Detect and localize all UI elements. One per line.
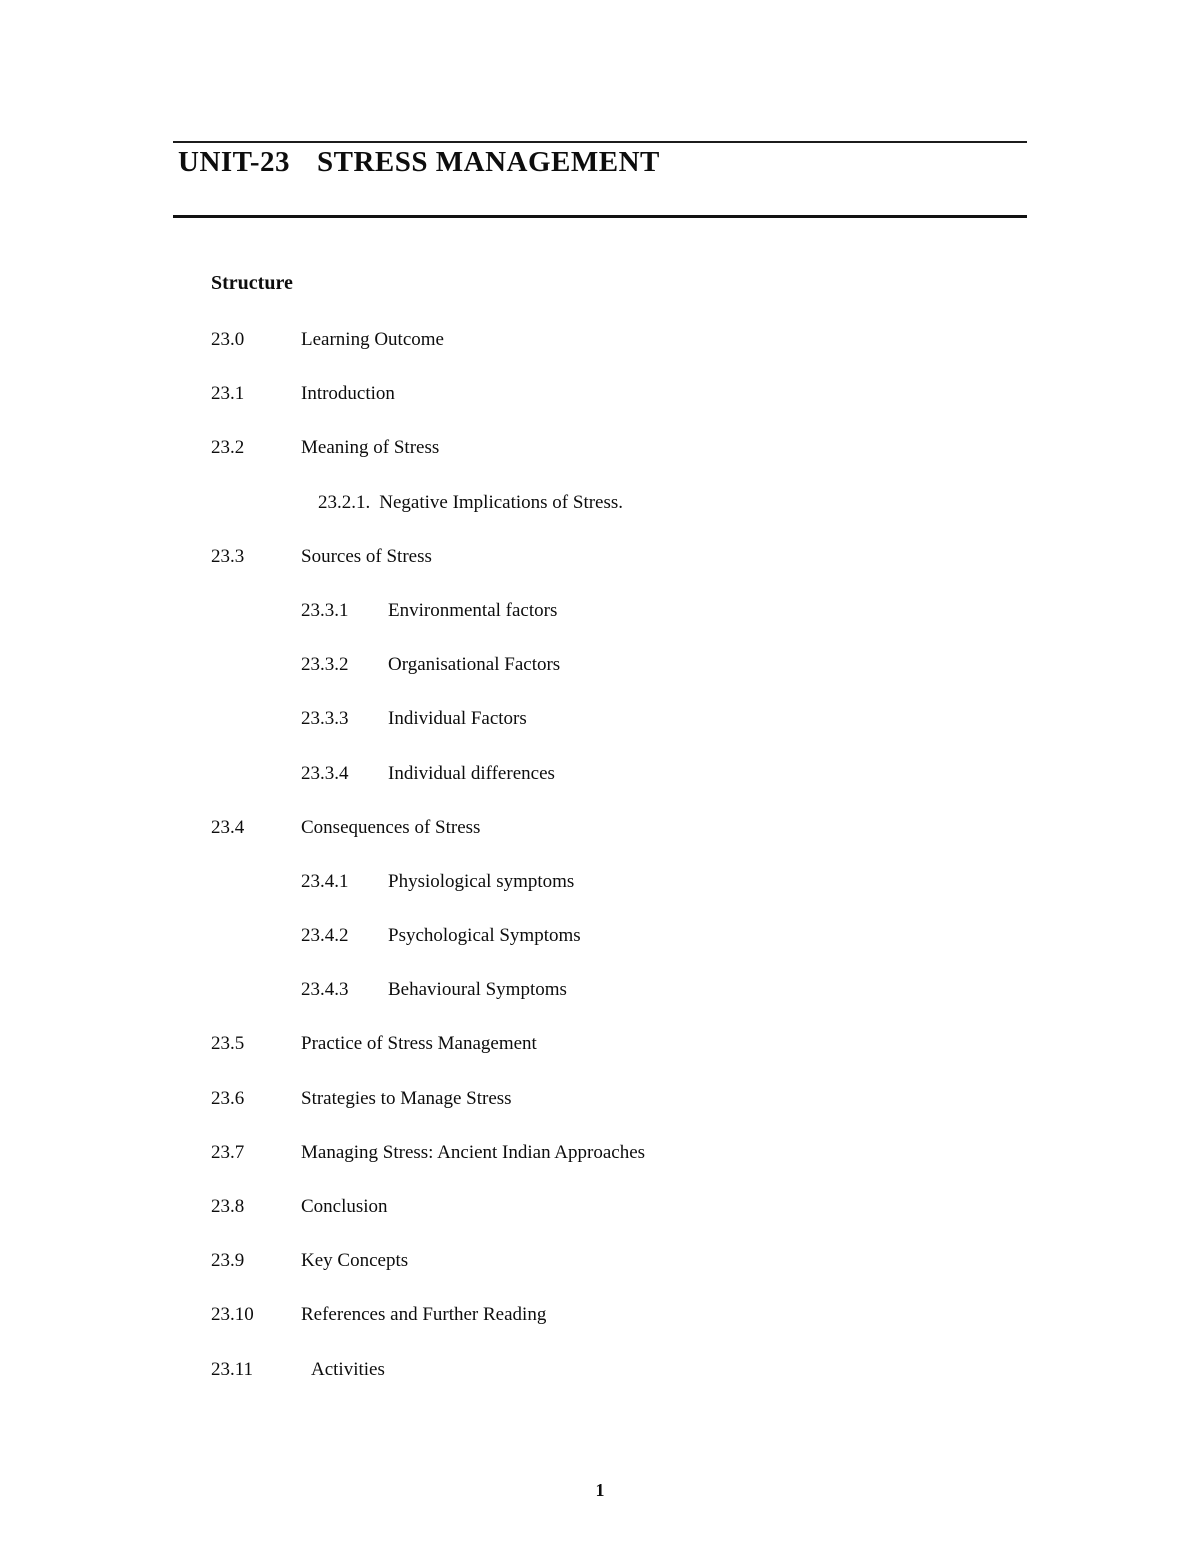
toc-item-label: References and Further Reading [301,1304,547,1326]
toc-item-label: Learning Outcome [301,329,444,350]
toc-item-label: Managing Stress: Ancient Indian Approaches [301,1141,646,1163]
toc-item-number: 23.4.2 [301,925,349,947]
toc-item [211,1141,1031,1195]
toc-item [211,1032,1031,1086]
toc-item-number: 23.8 [211,1196,245,1217]
toc-item [211,1358,1031,1412]
toc-item [211,1195,1031,1249]
toc-item-number: 23.1 [211,383,245,405]
toc-item-number: 23.3 [211,545,245,567]
unit-title-text: STRESS MANAGEMENT [317,146,660,178]
toc-item-number: 23.2.1. [318,491,371,513]
toc-item-label: Behavioural Symptoms [388,979,567,1001]
toc-item [211,870,1031,924]
toc-item-label: Key Concepts [301,1250,409,1272]
toc-item-number: 23.4 [211,816,245,838]
toc-item-number: 23.10 [211,1304,254,1326]
toc-item [211,1303,1031,1357]
toc-item [211,491,1031,545]
toc-item-number: 23.5 [211,1033,245,1055]
toc-item-label: Meaning of Stress [301,437,440,459]
toc-item-number: 23.0 [211,329,245,350]
toc-item-label: Practice of Stress Management [301,1033,537,1055]
toc-item-number: 23.4.1 [301,870,349,892]
toc-item-label: Individual Factors [388,708,527,730]
toc-item-number: 23.3.3 [301,708,349,730]
toc-item [211,1249,1031,1303]
toc-item-label: Sources of Stress [301,545,432,567]
toc-item [211,816,1031,870]
page-title [178,146,660,179]
toc-item-number: 23.3.2 [301,654,349,676]
toc-item-number: 23.4.3 [301,979,349,1001]
structure-heading: Structure [211,272,293,294]
toc-item-number: 23.6 [211,1087,245,1109]
toc-item-number: 23.9 [211,1250,245,1272]
toc-item-label: Individual differences [388,762,555,784]
toc-item [211,599,1031,653]
unit-number: UNIT-23 [178,146,291,178]
toc-item [211,328,1031,382]
toc-item-number: 23.7 [211,1141,245,1163]
toc-item-label: Strategies to Manage Stress [301,1087,512,1109]
toc-item-number: 23.3.1 [301,599,349,621]
toc-item-label: Psychological Symptoms [388,925,581,947]
toc-item-label: Introduction [301,383,395,405]
toc-item-label: Consequences of Stress [301,816,481,838]
toc-item [211,653,1031,707]
toc-item-label: Environmental factors [388,599,558,621]
toc-item [211,1087,1031,1141]
toc-item-label: Physiological symptoms [388,870,575,892]
toc-item-label: Activities [311,1358,385,1380]
toc-item-label: Conclusion [301,1196,388,1217]
toc-item [211,978,1031,1032]
toc-item [211,436,1031,490]
toc-item-label: Organisational Factors [388,654,561,676]
title-rule-bottom [173,215,1027,218]
toc-item [211,545,1031,599]
toc-item [211,762,1031,816]
toc-item [211,924,1031,978]
toc-item-number: 23.2 [211,437,245,459]
title-rule-top [173,141,1027,143]
toc-item [211,382,1031,436]
toc-item [211,707,1031,761]
page-number: 1 [595,1480,605,1500]
toc-item-number: 23.3.4 [301,762,349,784]
toc-list [211,328,1031,1412]
toc-item-number: 23.11 [211,1358,254,1380]
toc-item-label: Negative Implications of Stress. [379,491,624,513]
